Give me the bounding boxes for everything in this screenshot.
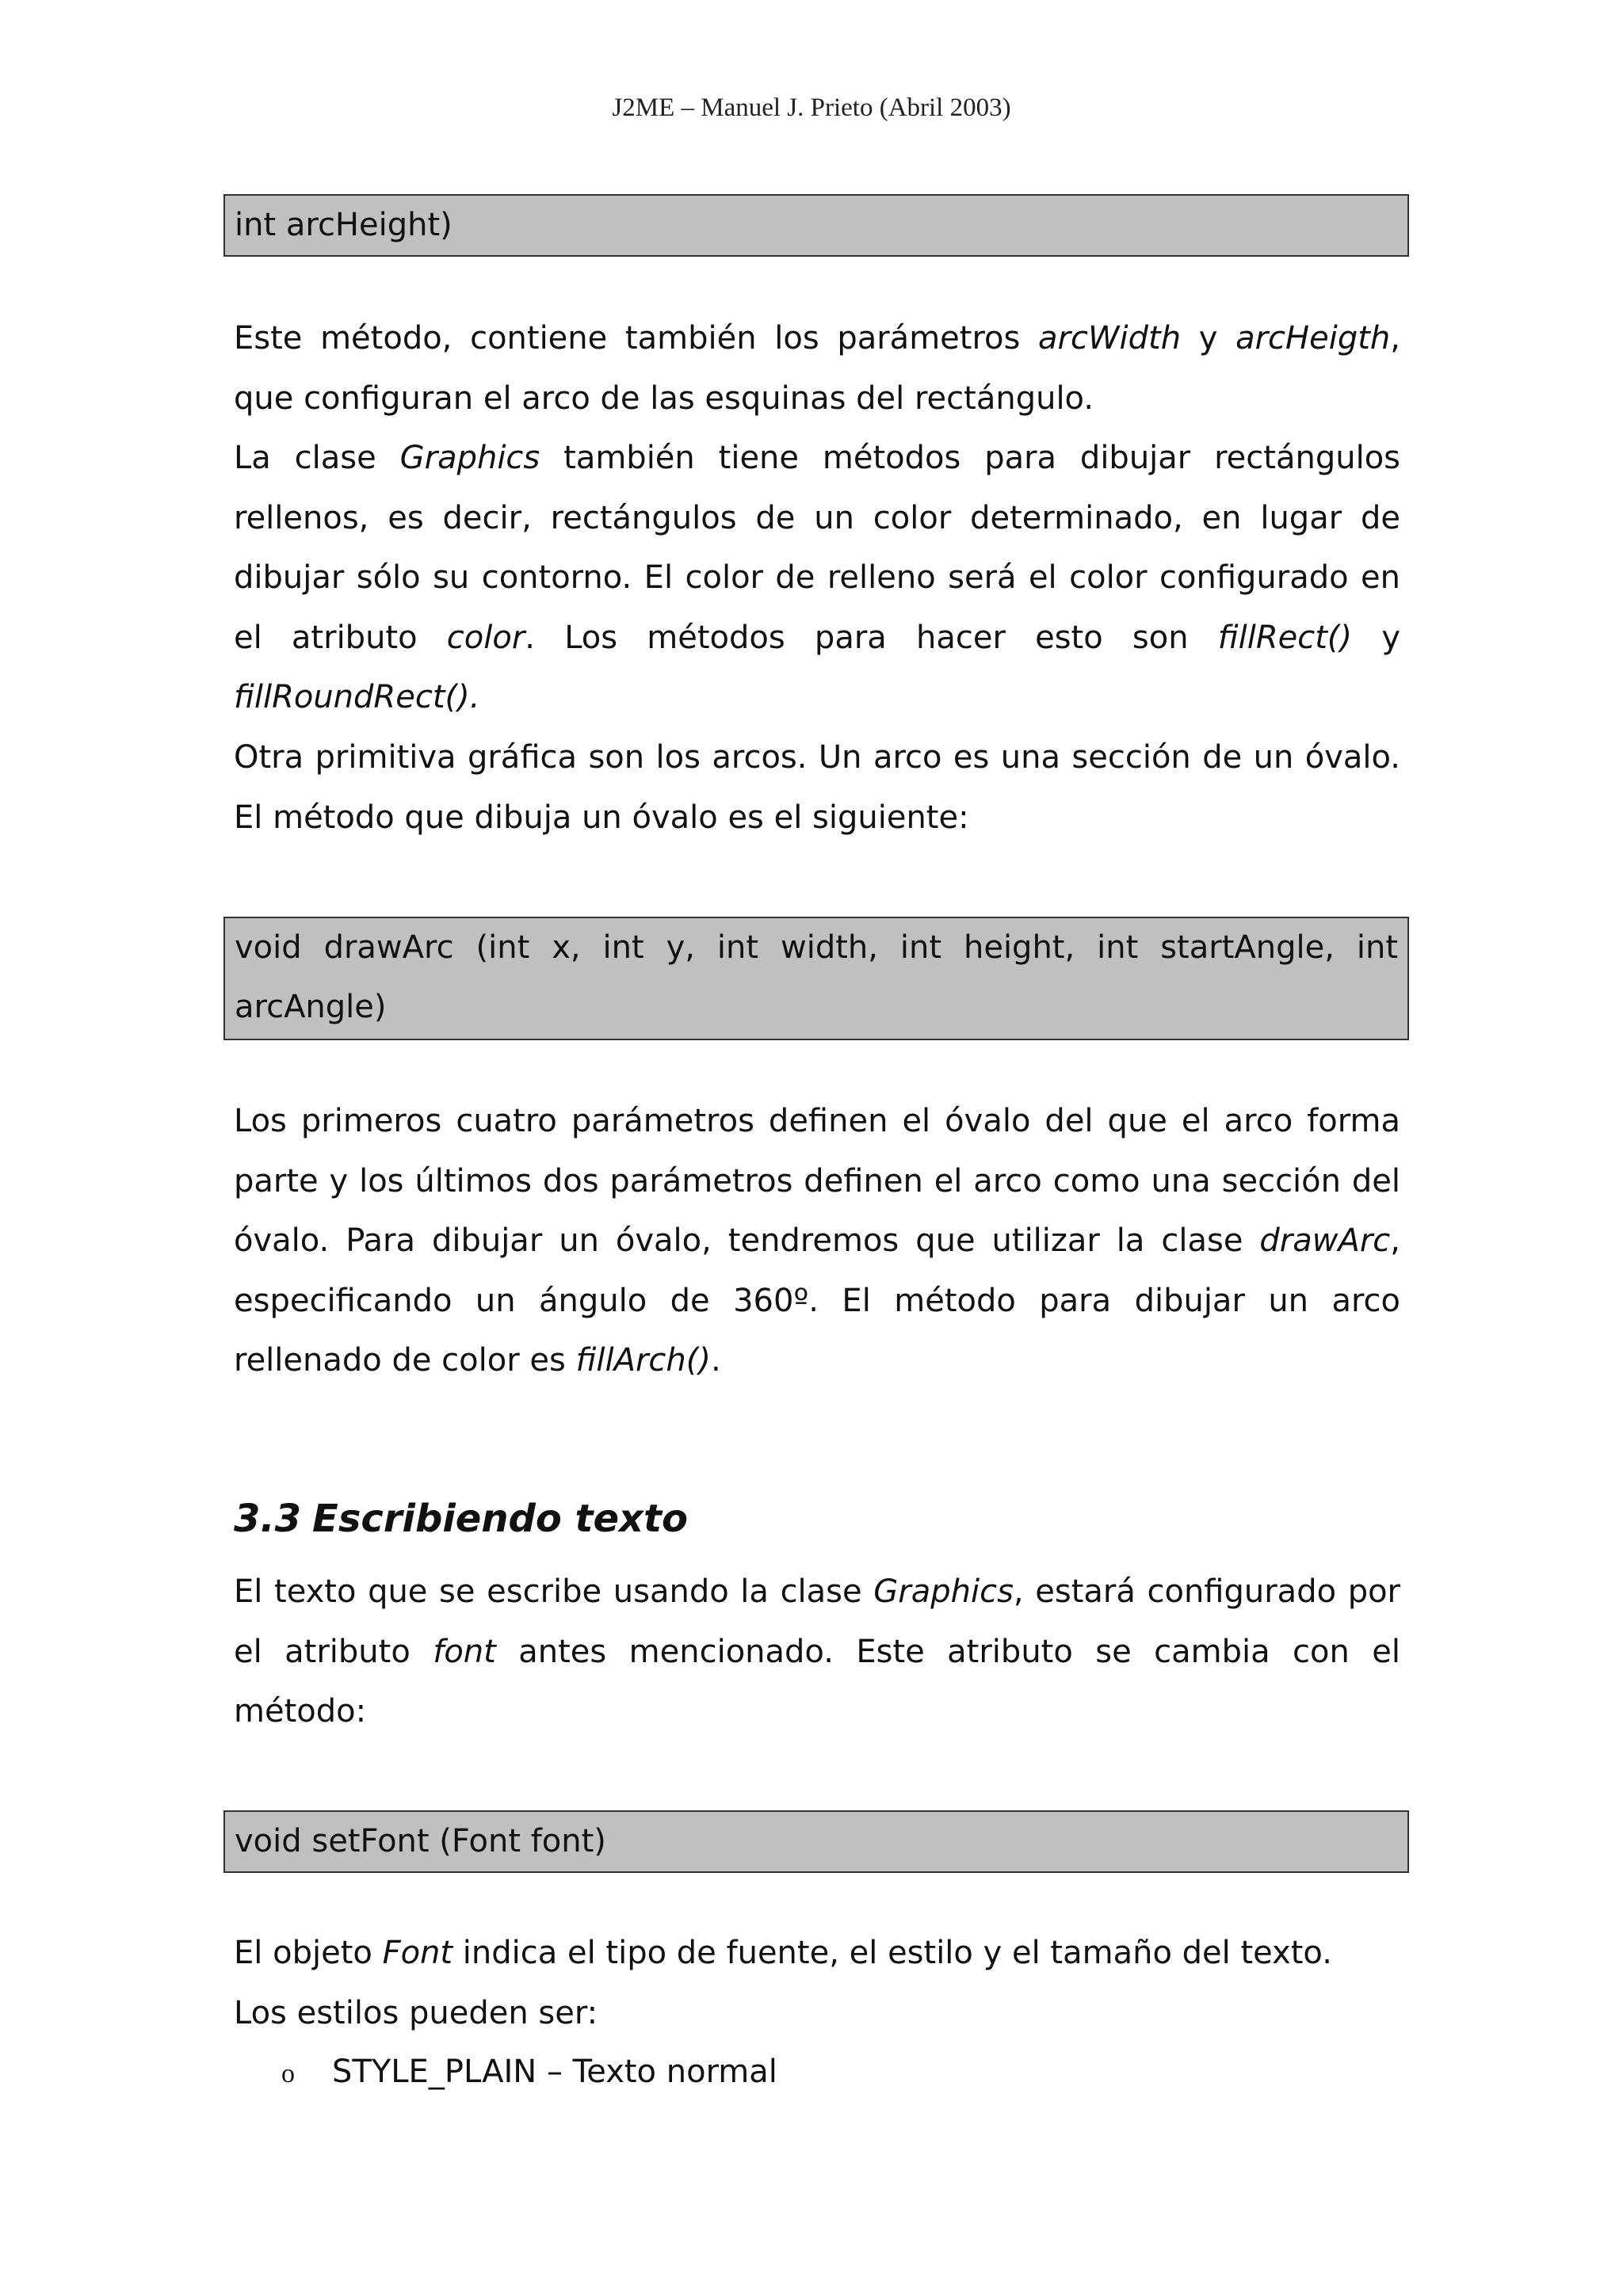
text-run: , especificando un ángulo de 360º. El método para dibujar un arco rellenado de color es bbox=[234, 1222, 1400, 1379]
code-line: int arcHeight) bbox=[235, 207, 453, 243]
paragraph-font-object bbox=[234, 1924, 1400, 2043]
code-line: arcAngle) bbox=[235, 989, 387, 1025]
code-block-arc-height bbox=[223, 194, 1409, 257]
list-item bbox=[281, 2042, 777, 2103]
paragraph-fill-rect bbox=[234, 429, 1400, 728]
code-block-draw-arc bbox=[223, 917, 1409, 1040]
text-run: también tiene métodos para dibujar rectángulos rellenos, es decir, rectángulos de un color determinado, en lugar de dibujar sólo su contorno. El color de relleno será el color configurado en el atributo bbox=[234, 440, 1400, 656]
italic-term: fillRoundRect(). bbox=[234, 679, 480, 715]
paragraph-text-font bbox=[234, 1562, 1400, 1742]
code-block-set-font bbox=[223, 1810, 1409, 1873]
text-run: Otra primitiva gráfica son los arcos. Un arco es una sección de un óvalo. El método que dibuja un óvalo es el siguiente: bbox=[234, 739, 1400, 836]
section-title: Escribiendo texto bbox=[312, 1497, 688, 1541]
list-item-text: STYLE_PLAIN – Texto normal bbox=[332, 2054, 777, 2090]
italic-term: Font bbox=[382, 1935, 453, 1971]
italic-term: drawArc bbox=[1259, 1222, 1391, 1259]
paragraph-arc-params bbox=[234, 309, 1400, 429]
italic-term: fillArch() bbox=[575, 1342, 711, 1379]
italic-term: fillRect() bbox=[1217, 619, 1353, 656]
section-number: 3.3 bbox=[234, 1497, 302, 1541]
text-run: . Los métodos para hacer esto son bbox=[525, 619, 1218, 656]
text-run: , estará configurado por el atributo bbox=[234, 1573, 1400, 1670]
italic-term: color bbox=[446, 619, 525, 656]
bullet-marker: o bbox=[281, 2059, 295, 2088]
text-run: antes mencionado. Este atributo se cambia con el método: bbox=[234, 1633, 1400, 1730]
text-run: Los estilos pueden ser: bbox=[234, 1994, 598, 2031]
text-run: Los primeros cuatro parámetros definen el óvalo del que el arco forma parte y los últimos dos parámetros definen el arco como una sección del óvalo. Para dibujar un óvalo, tendremos que utilizar la clase bbox=[234, 1103, 1400, 1259]
text-run: , que configuran el arco de las esquinas del rectángulo. bbox=[234, 320, 1400, 417]
text-run: El texto que se escribe usando la clase bbox=[234, 1573, 874, 1610]
text-run: indica el tipo de fuente, el estilo y el tamaño del texto. bbox=[453, 1935, 1332, 1971]
italic-term: arcHeigth bbox=[1235, 320, 1391, 357]
text-run: y bbox=[1352, 619, 1400, 656]
section-heading bbox=[234, 1489, 688, 1549]
paragraph-arcs bbox=[234, 728, 1400, 848]
italic-term: arcWidth bbox=[1038, 320, 1182, 357]
text-run: La clase bbox=[234, 440, 400, 476]
italic-term: Graphics bbox=[873, 1573, 1014, 1610]
text-run: y bbox=[1181, 320, 1236, 357]
italic-term: font bbox=[433, 1633, 496, 1670]
text-run: El objeto bbox=[234, 1935, 383, 1971]
text-run: . bbox=[710, 1342, 721, 1379]
paragraph-arc-params-explained bbox=[234, 1092, 1400, 1391]
code-line: void drawArc (int x, int y, int width, int height, int startAngle, int bbox=[235, 929, 1398, 966]
running-header: J2ME – Manuel J. Prieto (Abril 2003) bbox=[612, 93, 1011, 122]
italic-term: Graphics bbox=[399, 440, 540, 476]
text-run: Este método, contiene también los parámetros bbox=[234, 320, 1039, 357]
code-line: void setFont (Font font) bbox=[235, 1823, 606, 1859]
